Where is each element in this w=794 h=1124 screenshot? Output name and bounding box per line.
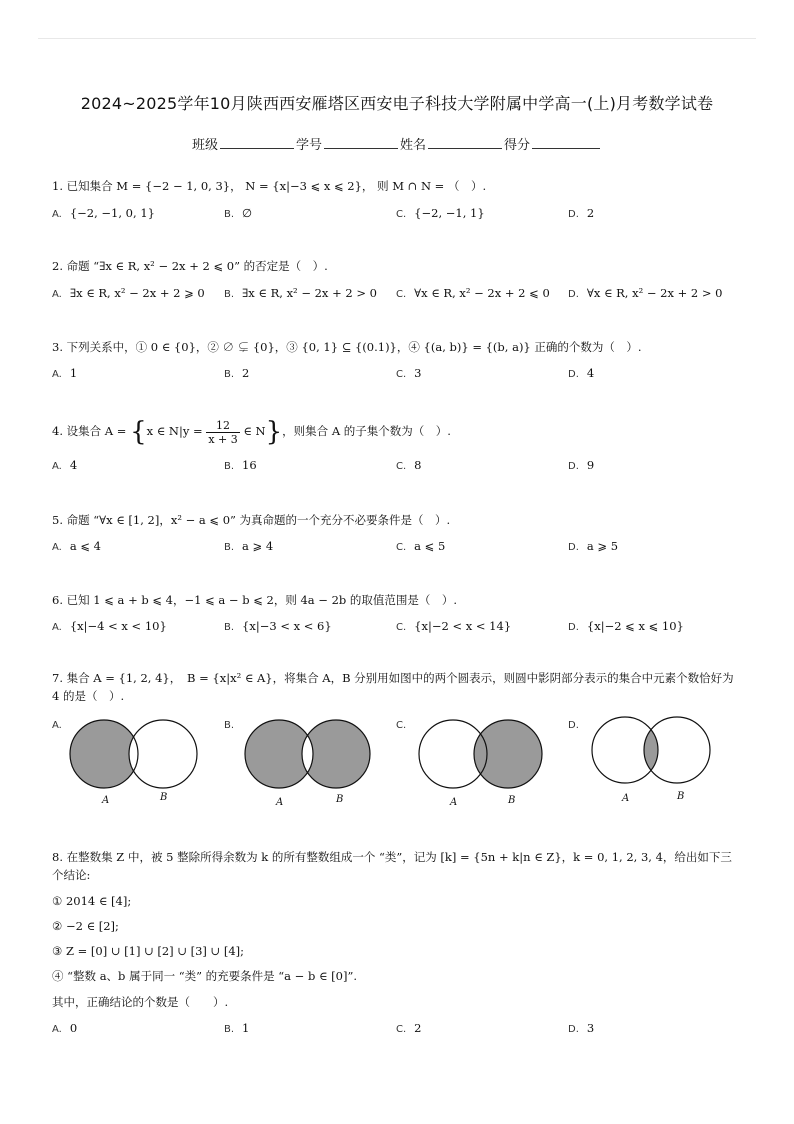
- venn-diagram-c[interactable]: [413, 715, 548, 795]
- option-b[interactable]: B. 16: [224, 458, 257, 472]
- conclusion-4: ④ “整数 a、b 属于同一 “类” 的充要条件是 “a − b ∈ [0]”.: [52, 969, 357, 983]
- option-c[interactable]: C. a ⩽ 5: [396, 539, 446, 553]
- option-d[interactable]: D. 3: [568, 1021, 595, 1035]
- score-label: 得分: [504, 138, 531, 153]
- option-d[interactable]: D. 4: [568, 366, 595, 380]
- option-d[interactable]: D. {x|−2 ⩽ x ⩽ 10}: [568, 619, 684, 633]
- question-stem: 集合 A = {1, 2, 4}， B = {x|x² ∈ A}，将集合 A，B 分别用如图中的两个圆表示，则圆中影阴部分表示的集合中元素个数恰好为 4 的是（ ）.: [52, 671, 734, 703]
- option-a[interactable]: A. {−2, −1, 0, 1}: [52, 206, 155, 220]
- question-number: 4.: [52, 424, 63, 438]
- question-stem: 命题 “∃x ∈ R, x² − 2x + 2 ⩽ 0” 的否定是（ ）.: [66, 259, 328, 273]
- question-4: [52, 416, 742, 446]
- option-d[interactable]: D. ∀x ∈ R, x² − 2x + 2 > 0: [568, 286, 723, 300]
- question-number: 2.: [52, 259, 63, 273]
- option-b[interactable]: B. a ⩾ 4: [224, 539, 274, 553]
- question-stem: 已知集合 M = {−2 − 1, 0, 3}， N = {x|−3 ⩽ x ⩽ 2}， 则 M ∩ N = （ ）.: [66, 179, 487, 193]
- venn-label-a: A: [622, 793, 630, 804]
- right-brace: }: [265, 417, 283, 447]
- question-stem: 命题 “∀x ∈ [1, 2]，x² − a ⩽ 0” 为真命题的一个充分不必要条件是（ ）.: [66, 513, 451, 527]
- left-brace: {: [130, 417, 147, 447]
- question-1: [52, 177, 742, 195]
- question-number: 3.: [52, 340, 63, 354]
- option-b[interactable]: B. {x|−3 < x < 6}: [224, 619, 332, 633]
- question-number: 6.: [52, 593, 63, 607]
- option-d[interactable]: D.: [568, 720, 579, 731]
- id-label: 学号: [295, 138, 322, 153]
- score-blank[interactable]: [532, 134, 600, 149]
- venn-diagram-a[interactable]: [68, 715, 203, 795]
- question-number: 7.: [52, 671, 63, 685]
- question-5: [52, 511, 742, 529]
- option-c[interactable]: C. ∀x ∈ R, x² − 2x + 2 ⩽ 0: [396, 286, 550, 300]
- question-stem-prefix: 设集合 A =: [66, 424, 127, 438]
- option-b[interactable]: B. ∃x ∈ R, x² − 2x + 2 > 0: [224, 286, 377, 300]
- question-6: [52, 591, 742, 609]
- option-a[interactable]: A. {x|−4 < x < 10}: [52, 619, 167, 633]
- option-d[interactable]: D. 9: [568, 458, 595, 472]
- conclusion-1: ① 2014 ∈ [4];: [52, 894, 132, 908]
- name-blank[interactable]: [428, 134, 502, 149]
- question-number: 8.: [52, 850, 63, 864]
- venn-label-a: A: [450, 797, 458, 808]
- header-rule: [38, 38, 756, 39]
- question-number: 5.: [52, 513, 63, 527]
- option-a[interactable]: A. ∃x ∈ R, x² − 2x + 2 ⩾ 0: [52, 286, 205, 300]
- circle-b: [129, 720, 197, 788]
- option-c[interactable]: C.: [396, 720, 407, 731]
- question-3: [52, 338, 742, 356]
- set-right: ∈ N: [243, 424, 266, 438]
- option-c[interactable]: C. 2: [396, 1021, 422, 1035]
- set-left: x ∈ N|y =: [146, 424, 203, 438]
- option-c[interactable]: C. 3: [396, 366, 422, 380]
- question-stem-suffix: ，则集合 A 的子集个数为（ ）.: [282, 424, 451, 438]
- question-stem: 在整数集 Z 中，被 5 整除所得余数为 k 的所有整数组成一个 “类”，记为 [k] = {5n + k|n ∈ Z}，k = 0, 1, 2, 3, 4，给出如下三个结论:: [52, 850, 732, 882]
- option-b[interactable]: B. ∅: [224, 206, 253, 220]
- venn-label-b: B: [160, 792, 168, 803]
- class-label: 班级: [191, 138, 218, 153]
- option-c[interactable]: C. {x|−2 < x < 14}: [396, 619, 512, 633]
- fraction: $\frac{12}{x + 3}$: [208, 418, 238, 446]
- venn-diagram-b[interactable]: [241, 715, 376, 795]
- id-blank[interactable]: [324, 134, 398, 149]
- option-b[interactable]: B.: [224, 720, 235, 731]
- page-title: 2024~2025学年10月陕西西安雁塔区西安电子科技大学附属中学高一(上)月考数学试卷: [80, 94, 714, 113]
- question-8: [52, 848, 738, 884]
- option-d[interactable]: D. 2: [568, 206, 595, 220]
- venn-label-b: B: [677, 791, 685, 802]
- venn-label-a: A: [276, 797, 284, 808]
- question-2: [52, 257, 742, 275]
- student-info-row: [0, 134, 794, 153]
- conclusion-2: ② −2 ∈ [2];: [52, 919, 119, 933]
- venn-label-b: B: [336, 794, 344, 805]
- conclusion-3: ③ Z = [0] ∪ [1] ∪ [2] ∪ [3] ∪ [4];: [52, 944, 245, 958]
- option-b[interactable]: B. 1: [224, 1021, 250, 1035]
- question-number: 1.: [52, 179, 63, 193]
- venn-label-b: B: [508, 795, 516, 806]
- question-stem: 已知 1 ⩽ a + b ⩽ 4，−1 ⩽ a − b ⩽ 2，则 4a − 2b 的取值范围是（ ）.: [66, 593, 458, 607]
- option-a[interactable]: A. a ⩽ 4: [52, 539, 101, 553]
- option-a[interactable]: A. 0: [52, 1021, 78, 1035]
- option-c[interactable]: C. {−2, −1, 1}: [396, 206, 485, 220]
- class-blank[interactable]: [220, 134, 294, 149]
- option-a[interactable]: A.: [52, 720, 62, 731]
- question-stem: 下列关系中，① 0 ∈ {0}，② ∅ ⊊ {0}，③ {0, 1} ⊆ {(0.1)}，④ {(a, b)} = {(b, a)} 正确的个数为（ ）.: [66, 340, 642, 354]
- venn-diagram-d[interactable]: [587, 712, 722, 792]
- venn-label-a: A: [102, 795, 110, 806]
- option-d[interactable]: D. a ⩾ 5: [568, 539, 619, 553]
- question-prompt: 其中，正确结论的个数是（ ）.: [52, 995, 229, 1009]
- option-c[interactable]: C. 8: [396, 458, 422, 472]
- name-label: 姓名: [400, 138, 427, 153]
- option-a[interactable]: A. 4: [52, 458, 78, 472]
- question-7: [52, 669, 738, 705]
- option-b[interactable]: B. 2: [224, 366, 250, 380]
- option-a[interactable]: A. 1: [52, 366, 78, 380]
